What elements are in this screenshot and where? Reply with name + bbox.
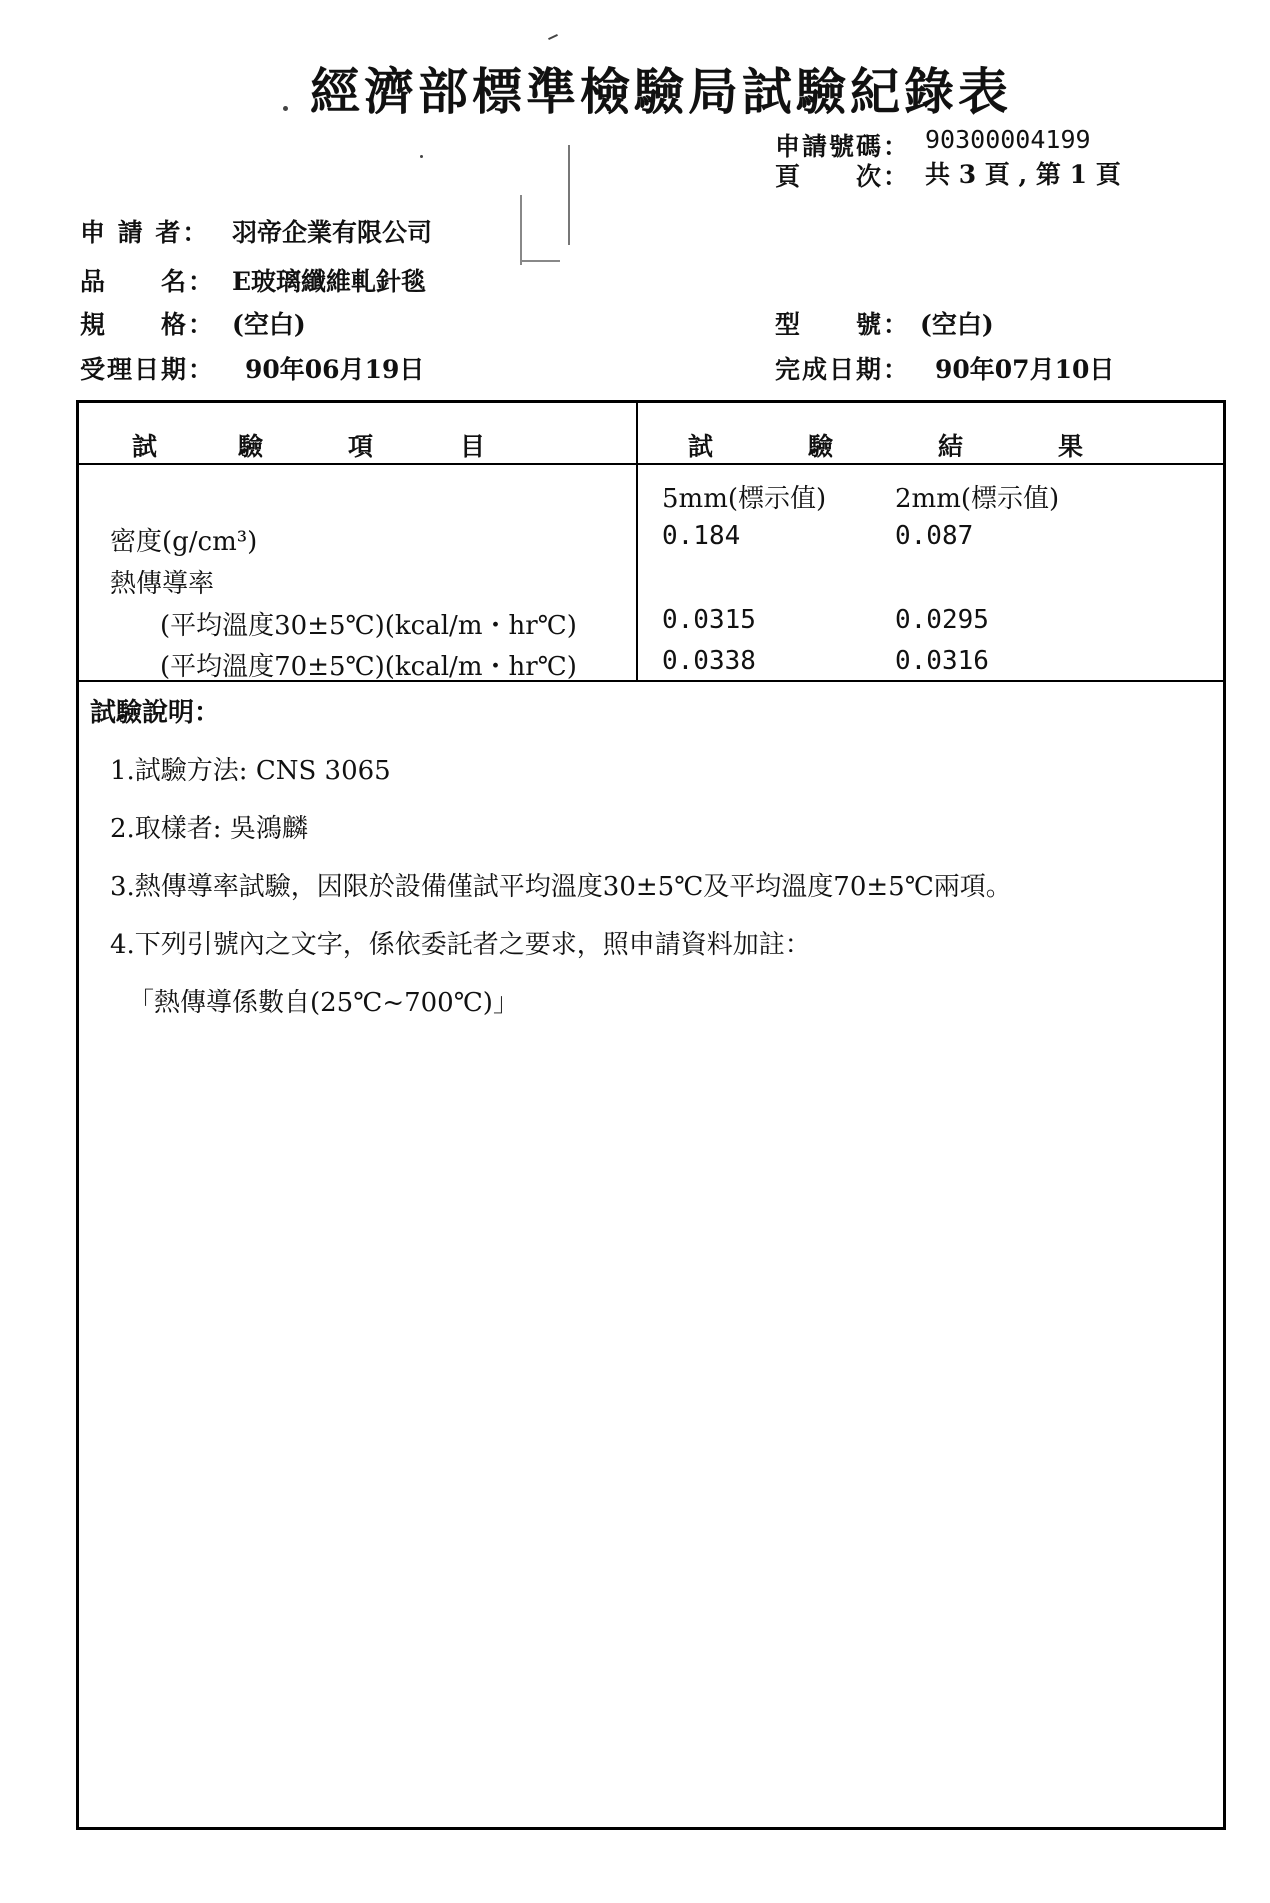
row-70c-item: (平均溫度70±5℃)(kcal/m・hr℃) bbox=[160, 652, 577, 682]
model-value: (空白) bbox=[920, 310, 994, 339]
scan-artifact-dash bbox=[548, 34, 558, 40]
row-density-2mm: 0.087 bbox=[895, 521, 974, 551]
spec-label: 規 格： bbox=[80, 310, 216, 339]
spec-value: (空白) bbox=[232, 310, 306, 339]
row-density-item: 密度(g/cm³) bbox=[110, 527, 258, 557]
scan-artifact-line-3 bbox=[520, 260, 560, 262]
document-title: 經濟部標準檢驗局試驗紀錄表 bbox=[310, 62, 1012, 121]
row-30c-5mm: 0.0315 bbox=[662, 605, 756, 635]
column-header-5mm: 5mm(標示值) bbox=[662, 484, 827, 514]
product-label: 品 名： bbox=[80, 267, 216, 296]
column-divider bbox=[636, 400, 638, 681]
column-header-2mm: 2mm(標示值) bbox=[895, 484, 1060, 514]
note-item-1: 1.試驗方法: CNS 3065 bbox=[110, 756, 391, 786]
page-label: 頁 次： bbox=[775, 162, 911, 191]
note-item-4: 4.下列引號內之文字，係依委託者之要求，照申請資料加註： bbox=[110, 930, 811, 960]
note-quote: 「熱傳導係數自(25℃~700℃)」 bbox=[128, 988, 519, 1018]
completed-date-label: 完成日期： bbox=[775, 355, 911, 384]
product-value: E玻璃纖維軋針毯 bbox=[232, 267, 427, 296]
header-items-char-3: 項 bbox=[348, 432, 374, 461]
row-thermal-conductivity-item: 熱傳導率 bbox=[110, 569, 215, 599]
completed-date-value: 90年07月10日 bbox=[935, 355, 1115, 384]
header-items-char-2: 驗 bbox=[238, 432, 264, 461]
row-30c-item: (平均溫度30±5℃)(kcal/m・hr℃) bbox=[160, 611, 577, 641]
header-items-char-4: 目 bbox=[460, 432, 486, 461]
header-divider bbox=[76, 463, 1226, 465]
row-30c-2mm: 0.0295 bbox=[895, 605, 989, 635]
applicant-value: 羽帝企業有限公司 bbox=[232, 218, 433, 247]
applicant-label: 申 請 者： bbox=[80, 218, 210, 247]
page-value: 共 3 頁 , 第 1 頁 bbox=[925, 160, 1121, 189]
header-results-char-1: 試 bbox=[688, 432, 714, 461]
application-no-label: 申請號碼： bbox=[775, 132, 911, 161]
row-70c-5mm: 0.0338 bbox=[662, 646, 756, 676]
header-results-char-4: 果 bbox=[1058, 432, 1084, 461]
application-no-value: 90300004199 bbox=[925, 125, 1091, 154]
row-70c-2mm: 0.0316 bbox=[895, 646, 989, 676]
header-items-char-1: 試 bbox=[132, 432, 158, 461]
note-item-3: 3.熱傳導率試驗，因限於設備僅試平均溫度30±5℃及平均溫度70±5℃兩項。 bbox=[110, 872, 1012, 902]
row-density-5mm: 0.184 bbox=[662, 521, 741, 551]
scan-artifact-line bbox=[568, 145, 570, 245]
header-results-char-2: 驗 bbox=[808, 432, 834, 461]
scan-artifact-dot-2 bbox=[420, 155, 423, 158]
model-label: 型 號： bbox=[775, 310, 911, 339]
scan-artifact-dot bbox=[283, 106, 288, 111]
received-date-value: 90年06月19日 bbox=[245, 355, 425, 384]
note-item-2: 2.取樣者: 吳鴻麟 bbox=[110, 814, 308, 844]
header-results-char-3: 結 bbox=[938, 432, 964, 461]
scan-artifact-line-2 bbox=[520, 195, 522, 265]
notes-heading: 試驗說明： bbox=[90, 698, 221, 728]
received-date-label: 受理日期： bbox=[80, 355, 216, 384]
